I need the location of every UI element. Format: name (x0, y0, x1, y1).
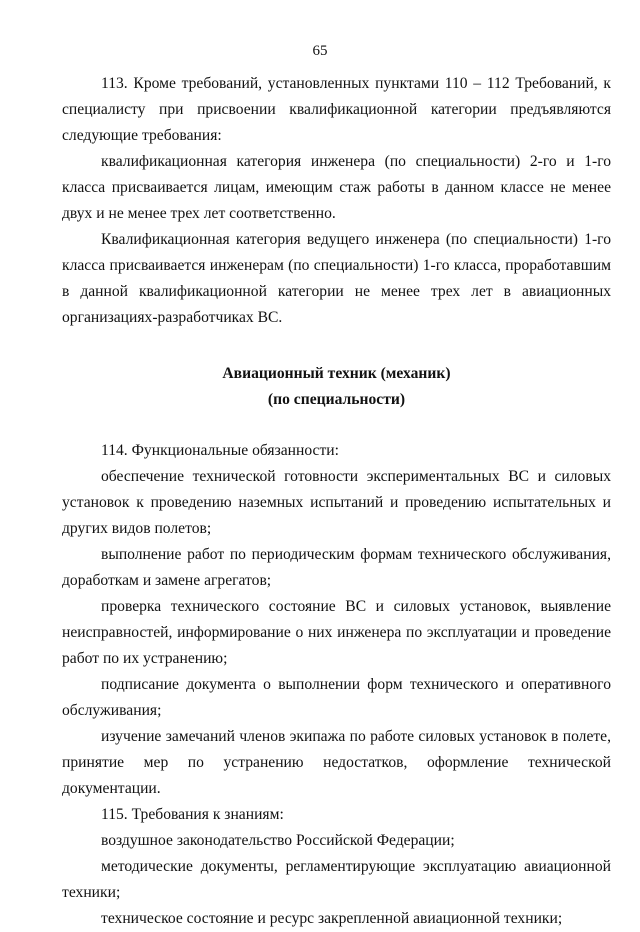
paragraph-115: 115. Требования к знаниям: (101, 806, 284, 823)
list-item: воздушное законодательство Российской Федерации; (101, 832, 455, 849)
list-item: изучение замечаний членов экипажа по работе силовых установок в полете, принятие мер по устранению недостатков, оформление технической документации. (62, 728, 611, 797)
list-item: выполнение работ по периодическим формам технического обслуживания, доработкам и замене агрегатов; (62, 546, 611, 589)
section-heading-title: Авиационный техник (механик) (222, 365, 451, 382)
list-item: обеспечение технической готовности экспериментальных ВС и силовых установок к проведению наземных испытаний и проведению испытательных и других видов полетов; (62, 468, 611, 537)
list-item: техническое состояние и ресурс закрепленной авиационной техники; (101, 910, 563, 927)
page-number: 65 (312, 43, 328, 59)
section-heading-subtitle: (по специальности) (267, 391, 406, 408)
document-body (62, 71, 611, 932)
list-item: методические документы, регламентирующие эксплуатацию авиационной техники; (62, 858, 611, 901)
paragraph-114: 114. Функциональные обязанности: (101, 442, 339, 459)
section-heading (62, 361, 611, 413)
paragraph-engineer-category: квалификационная категория инженера (по специальности) 2-го и 1-го класса присваивается лицам, имеющим стаж работы в данном классе не менее двух и не менее трех лет соответственно. (62, 153, 611, 222)
list-item: проверка технического состояние ВС и силовых установок, выявление неисправностей, информирование о них инженера по эксплуатации и проведение работ по их устранению; (62, 598, 611, 667)
paragraph-113: 113. Кроме требований, установленных пунктами 110 – 112 Требований, к специалисту при присвоении квалификационной категории предъявляются следующие требования: (62, 75, 611, 144)
paragraph-lead-engineer-category: Квалификационная категория ведущего инженера (по специальности) 1-го класса присваивается инженерам (по специальности) 1-го класса, проработавшим в данной квалификационной категории не менее трех лет в авиационных организациях-разработчиках ВС. (62, 231, 611, 326)
list-item: подписание документа о выполнении форм технического и оперативного обслуживания; (62, 676, 611, 719)
